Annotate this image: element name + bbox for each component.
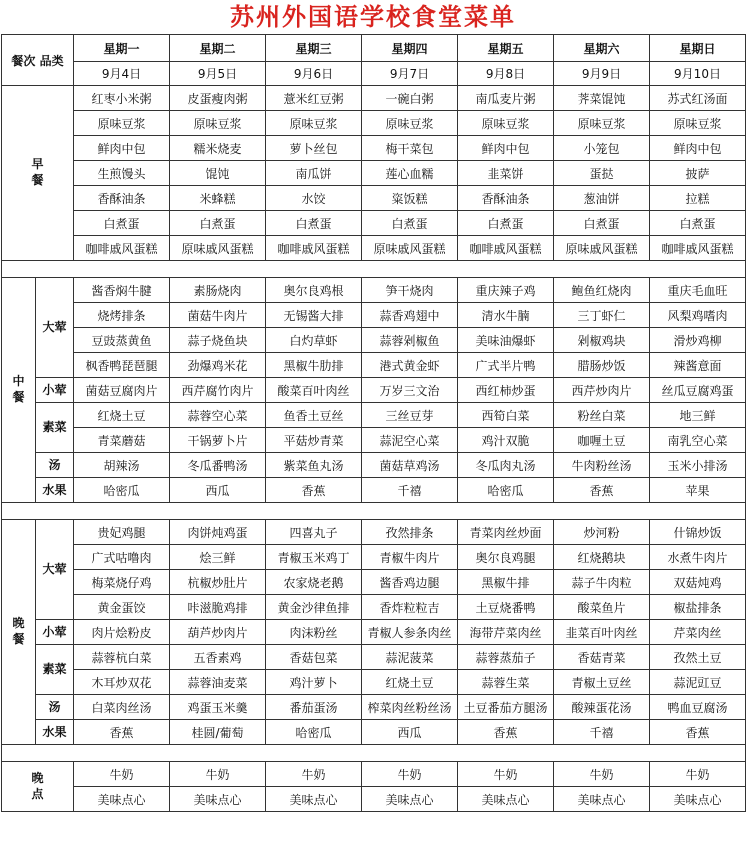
menu-cell: 蒜蓉空心菜 — [170, 403, 266, 428]
menu-cell: 菌菇豆腐肉片 — [74, 378, 170, 403]
menu-table — [1, 34, 746, 812]
menu-cell: 美味点心 — [170, 787, 266, 812]
menu-cell: 青菜蘑菇 — [74, 428, 170, 453]
menu-cell: 蒜蓉油麦菜 — [170, 670, 266, 695]
menu-cell: 风梨鸡嗜肉 — [650, 303, 746, 328]
menu-cell: 鲜肉中包 — [458, 136, 554, 161]
menu-cell: 青菜肉丝炒面 — [458, 520, 554, 545]
menu-cell: 梅菜烧仔鸡 — [74, 570, 170, 595]
menu-cell: 什锦炒饭 — [650, 520, 746, 545]
menu-cell: 双菇炖鸡 — [650, 570, 746, 595]
menu-title: 苏州外国语学校食堂菜单 — [230, 2, 516, 31]
menu-cell: 牛奶 — [458, 762, 554, 787]
menu-cell: 平菇炒青菜 — [266, 428, 362, 453]
menu-cell: 香蕉 — [74, 720, 170, 745]
menu-cell: 拉糕 — [650, 186, 746, 211]
menu-cell: 蒜蓉蒸茄子 — [458, 645, 554, 670]
category-label: 小荤 — [36, 620, 74, 645]
menu-cell: 酸菜百叶肉丝 — [266, 378, 362, 403]
menu-cell: 牛奶 — [74, 762, 170, 787]
menu-cell: 红烧土豆 — [74, 403, 170, 428]
menu-cell: 一碗白粥 — [362, 86, 458, 111]
menu-cell: 奥尔良鸡腿 — [458, 545, 554, 570]
table-row — [2, 570, 746, 595]
table-row — [2, 503, 746, 520]
table-row — [2, 86, 746, 111]
menu-cell: 万岁三文治 — [362, 378, 458, 403]
table-row — [2, 278, 746, 303]
menu-cell: 美味点心 — [650, 787, 746, 812]
menu-cell: 香菇包菜 — [266, 645, 362, 670]
menu-cell: 皮蛋瘦肉粥 — [170, 86, 266, 111]
category-label: 水果 — [36, 478, 74, 503]
menu-cell: 牛奶 — [170, 762, 266, 787]
menu-cell: 菌菇草鸡汤 — [362, 453, 458, 478]
menu-cell: 白煮蛋 — [650, 211, 746, 236]
menu-cell: 牛奶 — [362, 762, 458, 787]
menu-cell: 原味豆浆 — [266, 111, 362, 136]
menu-cell: 梅干菜包 — [362, 136, 458, 161]
menu-cell: 肉沫粉丝 — [266, 620, 362, 645]
menu-cell: 白煮蛋 — [362, 211, 458, 236]
table-row — [2, 720, 746, 745]
menu-cell: 原味戚风蛋糕 — [554, 236, 650, 261]
menu-cell: 烧烤排条 — [74, 303, 170, 328]
menu-cell: 农家烧老鹅 — [266, 570, 362, 595]
menu-cell: 酸辣蛋花汤 — [554, 695, 650, 720]
menu-cell: 美味点心 — [554, 787, 650, 812]
table-row — [2, 453, 746, 478]
spacer-row — [2, 261, 746, 278]
menu-cell: 粢饭糕 — [362, 186, 458, 211]
table-row — [2, 328, 746, 353]
menu-cell: 薏米红豆粥 — [266, 86, 362, 111]
menu-cell: 蒜泥菠菜 — [362, 645, 458, 670]
menu-cell: 黄金沙律鱼排 — [266, 595, 362, 620]
menu-cell: 馄饨 — [170, 161, 266, 186]
table-row — [2, 35, 746, 62]
category-label: 大荤 — [36, 278, 74, 378]
menu-cell: 南乳空心菜 — [650, 428, 746, 453]
table-row — [2, 236, 746, 261]
table-row — [2, 520, 746, 545]
menu-cell: 白菜肉丝汤 — [74, 695, 170, 720]
menu-cell: 原味豆浆 — [170, 111, 266, 136]
menu-cell: 三丝豆芽 — [362, 403, 458, 428]
menu-cell: 哈密瓜 — [266, 720, 362, 745]
menu-cell: 肉片烩粉皮 — [74, 620, 170, 645]
menu-cell: 贵妃鸡腿 — [74, 520, 170, 545]
menu-cell: 青椒人参条肉丝 — [362, 620, 458, 645]
menu-cell: 炒河粉 — [554, 520, 650, 545]
menu-cell: 蒜子牛肉粒 — [554, 570, 650, 595]
table-row — [2, 62, 746, 86]
menu-cell: 重庆毛血旺 — [650, 278, 746, 303]
menu-cell: 南瓜饼 — [266, 161, 362, 186]
menu-cell: 香酥油条 — [74, 186, 170, 211]
menu-cell: 香蕉 — [650, 720, 746, 745]
menu-cell: 鲍鱼红烧肉 — [554, 278, 650, 303]
col-kind-header: 品类 — [39, 53, 64, 68]
menu-cell: 原味豆浆 — [74, 111, 170, 136]
menu-cell: 白煮蛋 — [170, 211, 266, 236]
menu-cell: 西瓜 — [362, 720, 458, 745]
day-header: 星期四 — [362, 35, 458, 62]
category-label: 汤 — [36, 695, 74, 720]
menu-cell: 奥尔良鸡根 — [266, 278, 362, 303]
menu-cell: 青椒土豆丝 — [554, 670, 650, 695]
category-label: 汤 — [36, 453, 74, 478]
menu-cell: 原味戚风蛋糕 — [362, 236, 458, 261]
menu-cell: 杭椒炒肚片 — [170, 570, 266, 595]
category-label: 素菜 — [36, 645, 74, 695]
date-header: 9月5日 — [170, 62, 266, 86]
table-row — [2, 161, 746, 186]
menu-cell: 番茄蛋汤 — [266, 695, 362, 720]
menu-cell: 冬瓜番鸭汤 — [170, 453, 266, 478]
date-header: 9月6日 — [266, 62, 362, 86]
meal-label-text: 晚点 — [31, 770, 44, 801]
menu-cell: 鱼香土豆丝 — [266, 403, 362, 428]
menu-cell: 五香素鸡 — [170, 645, 266, 670]
table-row — [2, 136, 746, 161]
menu-cell: 椒盐排条 — [650, 595, 746, 620]
menu-cell: 牛肉粉丝汤 — [554, 453, 650, 478]
menu-cell: 韭菜百叶肉丝 — [554, 620, 650, 645]
date-header: 9月9日 — [554, 62, 650, 86]
menu-cell: 香蕉 — [458, 720, 554, 745]
menu-cell: 蒜蓉生菜 — [458, 670, 554, 695]
menu-cell: 香蕉 — [554, 478, 650, 503]
menu-cell: 香炸粒粒吉 — [362, 595, 458, 620]
menu-cell: 小笼包 — [554, 136, 650, 161]
menu-cell: 荠菜馄饨 — [554, 86, 650, 111]
menu-cell: 芹菜肉丝 — [650, 620, 746, 645]
menu-cell: 葫芦炒肉片 — [170, 620, 266, 645]
menu-cell: 苹果 — [650, 478, 746, 503]
spacer-row — [2, 745, 746, 762]
menu-cell: 孜然排条 — [362, 520, 458, 545]
menu-cell: 鸡汁双脆 — [458, 428, 554, 453]
menu-cell: 美味点心 — [74, 787, 170, 812]
menu-cell: 劲爆鸡米花 — [170, 353, 266, 378]
menu-cell: 哈密瓜 — [74, 478, 170, 503]
menu-cell: 香酥油条 — [458, 186, 554, 211]
menu-cell: 米蜂糕 — [170, 186, 266, 211]
table-row — [2, 403, 746, 428]
table-row — [2, 545, 746, 570]
menu-cell: 肉饼炖鸡蛋 — [170, 520, 266, 545]
menu-cell: 孜然土豆 — [650, 645, 746, 670]
menu-cell: 桂圆/葡萄 — [170, 720, 266, 745]
menu-cell: 白煮蛋 — [554, 211, 650, 236]
menu-cell: 鲜肉中包 — [74, 136, 170, 161]
menu-cell: 原味豆浆 — [458, 111, 554, 136]
menu-cell: 鸭血豆腐汤 — [650, 695, 746, 720]
menu-cell: 红枣小米粥 — [74, 86, 170, 111]
menu-cell: 四喜丸子 — [266, 520, 362, 545]
menu-cell: 咖啡戚风蛋糕 — [266, 236, 362, 261]
date-header: 9月4日 — [74, 62, 170, 86]
menu-cell: 红烧鹅块 — [554, 545, 650, 570]
menu-cell: 土豆番茄方腿汤 — [458, 695, 554, 720]
menu-cell: 牛奶 — [266, 762, 362, 787]
meal-label — [2, 520, 36, 745]
menu-cell: 原味豆浆 — [362, 111, 458, 136]
menu-cell: 土豆烧番鸭 — [458, 595, 554, 620]
menu-cell: 苏式红汤面 — [650, 86, 746, 111]
menu-cell: 鲜肉中包 — [650, 136, 746, 161]
menu-cell: 紫菜鱼丸汤 — [266, 453, 362, 478]
table-row — [2, 787, 746, 812]
menu-cell: 咖啡戚风蛋糕 — [74, 236, 170, 261]
menu-cell: 白煮蛋 — [266, 211, 362, 236]
day-header: 星期二 — [170, 35, 266, 62]
menu-cell: 滑炒鸡柳 — [650, 328, 746, 353]
table-row — [2, 261, 746, 278]
menu-cell: 葱油饼 — [554, 186, 650, 211]
menu-cell: 辣酱意面 — [650, 353, 746, 378]
menu-cell: 萝卜丝包 — [266, 136, 362, 161]
date-header: 9月8日 — [458, 62, 554, 86]
menu-cell: 剁椒鸡块 — [554, 328, 650, 353]
menu-cell: 海带芹菜肉丝 — [458, 620, 554, 645]
table-row — [2, 111, 746, 136]
meal-label-text: 晚餐 — [12, 616, 25, 646]
menu-cell: 蒜泥豇豆 — [650, 670, 746, 695]
table-row — [2, 186, 746, 211]
menu-cell: 港式黄金虾 — [362, 353, 458, 378]
table-row — [2, 595, 746, 620]
date-header: 9月10日 — [650, 62, 746, 86]
menu-cell: 香菇青菜 — [554, 645, 650, 670]
menu-cell: 干锅萝卜片 — [170, 428, 266, 453]
menu-cell: 榨菜肉丝粉丝汤 — [362, 695, 458, 720]
menu-cell: 美味点心 — [458, 787, 554, 812]
menu-cell: 酱香焖牛腱 — [74, 278, 170, 303]
menu-cell: 烩三鲜 — [170, 545, 266, 570]
menu-cell: 白煮蛋 — [74, 211, 170, 236]
menu-cell: 莲心血糯 — [362, 161, 458, 186]
menu-cell: 丝瓜豆腐鸡蛋 — [650, 378, 746, 403]
table-row — [2, 211, 746, 236]
menu-cell: 无锡酱大排 — [266, 303, 362, 328]
menu-cell: 咖啡戚风蛋糕 — [650, 236, 746, 261]
menu-cell: 木耳炒双花 — [74, 670, 170, 695]
date-header: 9月7日 — [362, 62, 458, 86]
menu-cell: 蒜香鸡翅中 — [362, 303, 458, 328]
menu-cell: 素肠烧肉 — [170, 278, 266, 303]
menu-cell: 菌菇牛肉片 — [170, 303, 266, 328]
menu-cell: 重庆辣子鸡 — [458, 278, 554, 303]
menu-cell: 南瓜麦片粥 — [458, 86, 554, 111]
menu-cell: 原味豆浆 — [554, 111, 650, 136]
menu-cell: 原味豆浆 — [650, 111, 746, 136]
menu-cell: 披萨 — [650, 161, 746, 186]
category-label: 大荤 — [36, 520, 74, 620]
day-header: 星期一 — [74, 35, 170, 62]
menu-cell: 原味戚风蛋糕 — [170, 236, 266, 261]
menu-cell: 糯米烧麦 — [170, 136, 266, 161]
menu-cell: 蒜蓉剁椒鱼 — [362, 328, 458, 353]
table-row — [2, 745, 746, 762]
table-row — [2, 620, 746, 645]
category-label: 素菜 — [36, 403, 74, 453]
menu-cell: 美味点心 — [266, 787, 362, 812]
corner-cell — [2, 35, 74, 86]
meal-label-text: 中餐 — [12, 374, 25, 404]
menu-cell: 美味油爆虾 — [458, 328, 554, 353]
table-row — [2, 353, 746, 378]
menu-cell: 广式半片鸭 — [458, 353, 554, 378]
menu-cell: 地三鲜 — [650, 403, 746, 428]
category-label: 水果 — [36, 720, 74, 745]
menu-cell: 冬瓜肉丸汤 — [458, 453, 554, 478]
table-row — [2, 670, 746, 695]
menu-cell: 粉丝白菜 — [554, 403, 650, 428]
meal-label — [2, 762, 74, 812]
menu-cell: 笋干烧肉 — [362, 278, 458, 303]
table-row — [2, 428, 746, 453]
menu-cell: 酸菜鱼片 — [554, 595, 650, 620]
day-header: 星期六 — [554, 35, 650, 62]
menu-cell: 咖喱土豆 — [554, 428, 650, 453]
menu-cell: 玉米小排汤 — [650, 453, 746, 478]
menu-cell: 枫香鸭琵琶腿 — [74, 353, 170, 378]
menu-cell: 白煮蛋 — [458, 211, 554, 236]
menu-cell: 三丁虾仁 — [554, 303, 650, 328]
category-label: 小荤 — [36, 378, 74, 403]
meal-label — [2, 86, 74, 261]
meal-label — [2, 278, 36, 503]
menu-cell: 牛奶 — [554, 762, 650, 787]
menu-cell: 咔滋脆鸡排 — [170, 595, 266, 620]
menu-cell: 鸡汁萝卜 — [266, 670, 362, 695]
day-header: 星期三 — [266, 35, 362, 62]
table-row — [2, 645, 746, 670]
menu-cell: 胡辣汤 — [74, 453, 170, 478]
menu-cell: 生煎馒头 — [74, 161, 170, 186]
menu-cell: 千禧 — [554, 720, 650, 745]
spacer-row — [2, 503, 746, 520]
menu-cell: 黑椒牛肋排 — [266, 353, 362, 378]
menu-cell: 咖啡戚风蛋糕 — [458, 236, 554, 261]
menu-cell: 西筍白菜 — [458, 403, 554, 428]
menu-cell: 鸡蛋玉米羹 — [170, 695, 266, 720]
menu-cell: 西红柿炒蛋 — [458, 378, 554, 403]
col-meal-header: 餐次 — [11, 53, 36, 68]
menu-cell: 清水牛腩 — [458, 303, 554, 328]
menu-cell: 腊肠炒饭 — [554, 353, 650, 378]
menu-cell: 蒜子烧鱼块 — [170, 328, 266, 353]
menu-cell: 美味点心 — [362, 787, 458, 812]
menu-cell: 蒜蓉杭白菜 — [74, 645, 170, 670]
menu-cell: 青椒牛肉片 — [362, 545, 458, 570]
table-row — [2, 303, 746, 328]
menu-cell: 韭菜饼 — [458, 161, 554, 186]
menu-cell: 白灼草虾 — [266, 328, 362, 353]
menu-cell: 豆豉蒸黄鱼 — [74, 328, 170, 353]
menu-cell: 蛋挞 — [554, 161, 650, 186]
table-row — [2, 378, 746, 403]
menu-cell: 水煮牛肉片 — [650, 545, 746, 570]
table-row — [2, 478, 746, 503]
menu-cell: 水饺 — [266, 186, 362, 211]
table-row — [2, 762, 746, 787]
table-row — [2, 695, 746, 720]
menu-cell: 红烧土豆 — [362, 670, 458, 695]
menu-cell: 西瓜 — [170, 478, 266, 503]
menu-cell: 西芹腐竹肉片 — [170, 378, 266, 403]
menu-cell: 西芹炒肉片 — [554, 378, 650, 403]
menu-cell: 哈密瓜 — [458, 478, 554, 503]
menu-cell: 广式咕噜肉 — [74, 545, 170, 570]
menu-cell: 青椒玉米鸡丁 — [266, 545, 362, 570]
menu-cell: 黑椒牛排 — [458, 570, 554, 595]
meal-label-text: 早餐 — [31, 157, 44, 187]
day-header: 星期五 — [458, 35, 554, 62]
menu-cell: 黄金蛋饺 — [74, 595, 170, 620]
menu-cell: 香蕉 — [266, 478, 362, 503]
menu-cell: 牛奶 — [650, 762, 746, 787]
day-header: 星期日 — [650, 35, 746, 62]
menu-cell: 蒜泥空心菜 — [362, 428, 458, 453]
menu-cell: 酱香鸡边腿 — [362, 570, 458, 595]
menu-cell: 千禧 — [362, 478, 458, 503]
